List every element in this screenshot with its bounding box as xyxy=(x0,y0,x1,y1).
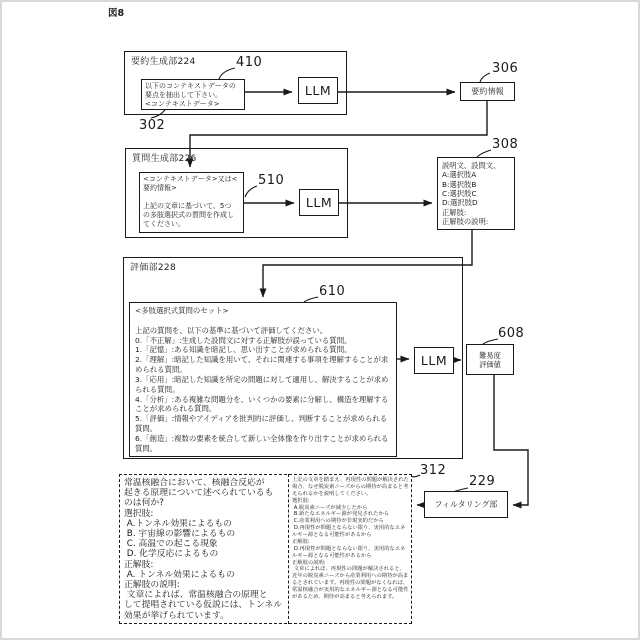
example-question-left: 常温核融合において、核融合反応が 起きる原理について述べられているも のは何か? 選択肢: A.トンネル効果によるもの B. 宇宙線の影響によるもの C. 高温での起こる現象 D. 化学反応によるもの 正解肢: A. トンネル効果によるもの 正解肢の説明: 文章によれば、常温核融合の原理と して提唱されている仮説には、トンネル 効果が挙げられています。 xyxy=(124,478,283,621)
question-examples-divider xyxy=(288,474,289,624)
summary-prompt-box: 以下のコンテキストデータの 要点を抽出して下さい。 <コンテキストデータ> xyxy=(141,79,245,110)
question-llm-box: LLM xyxy=(299,189,339,216)
evaluation-llm-box: LLM xyxy=(414,347,454,374)
ref-302: 302 xyxy=(139,118,166,133)
ref-308: 308 xyxy=(492,137,519,152)
ref-306: 306 xyxy=(492,61,519,76)
filtering-unit-box: フィルタリング部 xyxy=(424,491,508,518)
evaluation-section-title: 評価部228 xyxy=(130,263,176,273)
summary-info-box: 要約情報 xyxy=(460,82,515,101)
evaluation-prompt-box: <多肢選択式質問のセット> 上記の質問を、以下の基準に基づいて評価してください。 0.「不正解」:生成した設問文に対する正解肢が誤っている質問。 1.「記憶」:ある知識を暗記し、思い出すことが求められる質問。 2.「理解」:暗記した知識を用いて、それに関連する事項を理解することが求められる質問。 3.「応用」:暗記した知識を所定の問題に対して適用し、解決することが求められる質問。 4.「分析」:ある複雑な問題分を、いくつかの要素に分解し、構造を理解することが求められる質問。 5.「評価」:情報やアイディアを批判的に評価し、判断することが求められる質問。 6.「創造」:複数の要素を統合して新しい全体像を作り出すことが求められる質問。 xyxy=(129,302,397,457)
ref-510: 510 xyxy=(258,173,285,188)
difficulty-value-box: 難易度 評価値 xyxy=(466,344,514,375)
question-prompt-box: <コンテキストデータ>又は< 要約情報> 上記の文章に基づいて、5つ の多肢選択式の質問を作成し てください。 xyxy=(139,172,244,233)
summary-section-title: 要約生成部224 xyxy=(131,57,196,67)
question-output-box: 説明文、設問文、 A:選択肢A B:選択肢B C:選択肢C D:選択肢D 正解肢: 正解肢の説明: xyxy=(437,157,515,230)
example-question-right: 上記の文章を踏まえ、再現性の問題が解決された場合、なぜ脱炭素ニーズからの期待が高まると考えられるかを説明してください。 選択肢: A.脱炭素ニーズが減少したから B.新たなエネルギー源が発見されたから C.産業利用への期待が非現実的だから D.再現性が問題とならない限り、実用的なエネルギー源となる可能性があるから 正解肢: D.再現性が問題とならない限り、実用的なエネルギー源となる可能性があるから 正解肢の説明: 文章によれば、再現性の問題が解決されると、近年の脱炭素ニーズから産業利用への期待が高まるとされています。再現性の問題がなくなれば、常温核融合が実用的なエネルギー源となる可能性があるため、期待が高まると考えられます。 xyxy=(292,477,409,600)
ref-410: 410 xyxy=(236,55,263,70)
ref-229: 229 xyxy=(469,474,496,489)
ref-608: 608 xyxy=(498,326,525,341)
ref-610: 610 xyxy=(319,284,346,299)
question-section-title: 質問生成部226 xyxy=(132,154,197,164)
summary-llm-box: LLM xyxy=(298,77,338,104)
ref-312: 312 xyxy=(420,463,447,478)
figure-label: 図8 xyxy=(108,8,125,19)
